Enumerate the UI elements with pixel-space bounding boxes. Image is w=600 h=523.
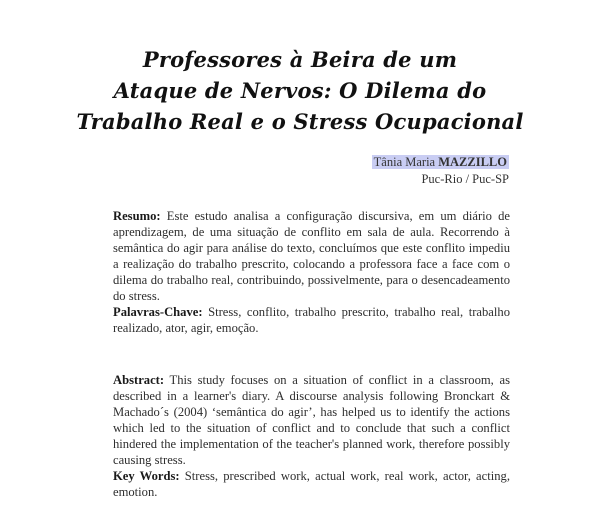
resumo-section — [113, 208, 510, 336]
key-words-paragraph — [113, 468, 510, 500]
title-line-1: Professores à Beira de um — [142, 47, 458, 72]
abstract-section — [113, 372, 510, 500]
author-surname: MAZZILLO — [438, 155, 507, 169]
author-given-names: Tânia Maria — [373, 155, 436, 169]
title-line-3: Trabalho Real e o Stress Ocupacional — [76, 109, 524, 134]
abstract-text: This study focuses on a situation of conflict in a classroom, as described in a learner's diary. A discourse analysis following Bronckart & Machado´s (2004) ‘semântica do agir’, has helped us to identify the actions which led to the situation of conflict and to conclude that such a conflict hindered the implementation of the teacher's planned work, therefore possibly causing stress. — [113, 373, 511, 467]
resumo-label: Resumo: — [113, 209, 161, 223]
key-words-text: Stress, prescribed work, actual work, real work, actor, acting, emotion. — [113, 469, 510, 499]
author-affiliation: Puc-Rio / Puc-SP — [421, 172, 509, 186]
abstract-label: Abstract: — [113, 373, 165, 387]
palavras-chave-paragraph — [113, 304, 510, 336]
resumo-paragraph — [113, 208, 510, 304]
author-name — [372, 155, 509, 169]
palavras-chave-label: Palavras-Chave: — [113, 305, 203, 319]
author-block — [372, 154, 509, 188]
title-line-2: Ataque de Nervos: O Dilema do — [113, 78, 487, 103]
paper-title — [0, 44, 600, 137]
palavras-chave-text: Stress, conflito, trabalho prescrito, trabalho real, trabalho realizado, ator, agir, emoção. — [113, 305, 510, 335]
key-words-label: Key Words: — [113, 469, 180, 483]
resumo-text: Este estudo analisa a configuração discursiva, em um diário de aprendizagem, de uma situação de conflito em sala de aula. Recorrendo à semântica do agir para análise do texto, concluímos que este conflito impediu a realização do trabalho prescrito, colocando a professora face a face com o dilema do trabalho real, contribuindo, possivelmente, para o desencadeamento do stress. — [113, 209, 510, 303]
abstract-paragraph — [113, 372, 510, 468]
